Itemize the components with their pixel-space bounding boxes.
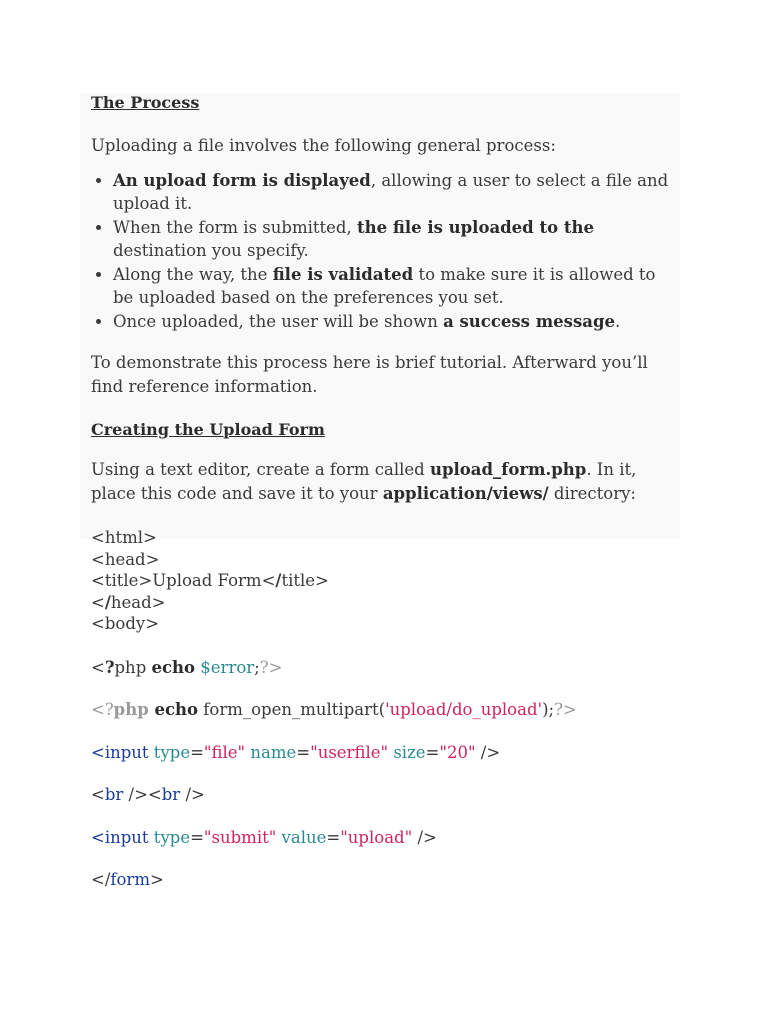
- code-token: ?: [104, 657, 115, 677]
- code-token: </: [91, 870, 111, 889]
- list-item: [113, 263, 681, 310]
- code-token: "file": [203, 742, 246, 762]
- code-line: [91, 570, 681, 592]
- code-token: ?>: [259, 657, 283, 677]
- code-block: [91, 527, 681, 891]
- instructions-paragraph: [91, 458, 681, 505]
- code-line: [91, 784, 681, 806]
- code-token: <: [91, 785, 105, 804]
- code-token: value: [276, 827, 327, 847]
- code-line: [91, 742, 681, 764]
- code-line: [91, 592, 681, 614]
- code-token: type: [148, 827, 191, 847]
- paragraph-text: . In it, place this code and save it to your: [91, 460, 637, 503]
- list-item: [113, 310, 681, 334]
- outro-paragraph: To demonstrate this process here is brief tutorial. Afterward you’ll find reference information.: [91, 353, 648, 396]
- code-line: [91, 827, 681, 849]
- code-token: input: [104, 827, 149, 847]
- code-token: =: [296, 742, 311, 762]
- code-token: =: [190, 742, 204, 762]
- code-token: />: [180, 785, 205, 804]
- code-token: <title>: [91, 571, 153, 590]
- code-token: <: [91, 592, 105, 612]
- directory-text: application/views/: [382, 483, 549, 503]
- code-token: size: [388, 742, 426, 762]
- code-token: echo: [148, 700, 199, 719]
- code-token: type: [148, 742, 191, 762]
- list-item-text: , allowing a user to select a file and upload it.: [113, 170, 669, 213]
- bold-text: a success message: [443, 311, 615, 331]
- list-item: [113, 216, 681, 263]
- list-item-text: to make sure it is allowed to be uploaded based on the preferences you set.: [113, 264, 656, 307]
- list-item-text: When the form is submitted,: [113, 217, 357, 237]
- code-line: <head>: [91, 549, 160, 569]
- code-line: <body>: [91, 614, 160, 633]
- section-heading-upload-form: Creating the Upload Form: [91, 420, 325, 439]
- code-token: echo: [151, 657, 196, 677]
- code-token: input: [104, 742, 149, 762]
- code-token: form: [110, 870, 150, 889]
- code-token: "submit": [203, 827, 277, 847]
- code-token: <?: [91, 700, 114, 719]
- code-token: >: [149, 870, 164, 889]
- list-item: [113, 169, 681, 216]
- list-item-text: Along the way, the: [113, 264, 273, 284]
- code-token: /: [275, 571, 282, 590]
- code-token: title>: [281, 571, 329, 590]
- list-item-text: .: [614, 311, 621, 331]
- code-token: ?>: [554, 700, 577, 719]
- code-token: br: [104, 785, 124, 804]
- code-line: <html>: [91, 528, 157, 547]
- code-token: form_open_multipart(: [198, 700, 386, 719]
- code-token: <: [91, 742, 105, 762]
- code-token: 'upload/do_upload': [385, 700, 543, 719]
- section-heading-process: The Process: [91, 93, 200, 112]
- code-token: /: [104, 592, 111, 612]
- list-item-text: destination you specify.: [113, 241, 309, 260]
- code-token: Upload Form: [152, 571, 262, 590]
- code-token: "upload": [340, 827, 413, 847]
- code-token: /><: [123, 785, 162, 804]
- code-token: ;: [254, 657, 260, 677]
- code-token: name: [245, 742, 297, 762]
- code-token: head>: [110, 592, 166, 612]
- code-token: $error: [195, 657, 255, 677]
- bold-text: file is validated: [272, 264, 414, 284]
- code-token: "20": [439, 742, 476, 762]
- code-token: <: [261, 571, 276, 590]
- paragraph-text: Using a text editor, create a form called: [91, 460, 430, 479]
- code-line: [91, 657, 681, 679]
- bold-text: the file is uploaded to the: [356, 217, 594, 237]
- paragraph-text: directory:: [548, 483, 636, 503]
- code-token: />: [412, 827, 437, 847]
- intro-paragraph: Uploading a file involves the following general process:: [91, 136, 556, 155]
- filename-text: upload_form.php: [429, 460, 587, 479]
- code-token: "userfile": [310, 742, 389, 762]
- code-token: =: [190, 827, 204, 847]
- code-token: <: [91, 827, 105, 847]
- code-token: =: [425, 742, 440, 762]
- bold-text: An upload form is displayed: [113, 170, 371, 190]
- code-token: php: [114, 657, 152, 677]
- code-line: [91, 869, 681, 891]
- code-token: =: [326, 827, 341, 847]
- code-token: php: [113, 700, 149, 719]
- code-token: />: [475, 742, 501, 762]
- code-token: );: [542, 700, 555, 719]
- document-content: [91, 92, 681, 891]
- list-item-text: Once uploaded, the user will be shown: [113, 311, 444, 331]
- code-line: [91, 699, 681, 721]
- process-list: [91, 169, 681, 334]
- code-token: <: [91, 657, 105, 677]
- code-token: br: [161, 785, 181, 804]
